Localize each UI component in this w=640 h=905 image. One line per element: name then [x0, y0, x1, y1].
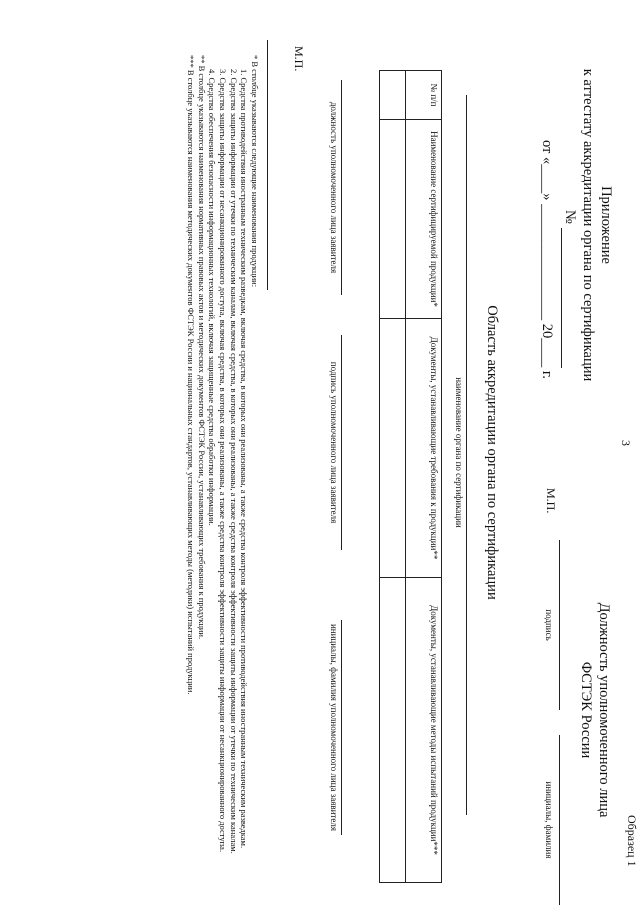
fstec-position: Должность уполномоченного лица — [596, 602, 612, 818]
footnote-item-3: 3. Средства защиты информации от несанкционированного доступа, включая средства, в которых они реализованы, а также средства контроля эффективности защиты информации от несанкционированного доступа. — [218, 69, 229, 853]
fstec-initials-caption: инициалы, фамилия — [544, 781, 554, 859]
table-cell — [380, 120, 406, 319]
appendix-subtitle: к аттестату аккредитации органа по сертификации — [580, 68, 596, 382]
number-line — [561, 228, 562, 368]
applicant-signature-caption: подпись уполномоченного лица заявителя — [329, 361, 339, 524]
appendix-title: Приложение — [598, 186, 614, 264]
footnote-intro: * В столбце указываются следующие наименования продукции: — [250, 55, 260, 288]
applicant-signature-line — [341, 335, 342, 550]
footnote-separator — [267, 40, 268, 290]
footnote-test-methods-docs: *** В столбце указываются наименования методических документов ФСТЭК России и национальных стандартов, устанавливающих методы (методики) испытаний продукции. — [186, 55, 197, 695]
column-header-product: Наименование сертифицируемой продукции* — [406, 120, 442, 319]
appendix-date: от «____» ________________ 20____ г. — [539, 140, 555, 379]
fstec-initials-line — [559, 735, 560, 905]
page-number: 3 — [619, 440, 633, 446]
organ-name-caption: наименование органа по сертификации — [454, 377, 464, 528]
fstec-name: ФСТЭК России — [578, 661, 594, 759]
sample-label: Образец 1 — [625, 815, 639, 867]
organ-name-line — [466, 95, 467, 815]
applicant-initials-caption: инициалы, фамилия уполномоченного лица заявителя — [329, 623, 339, 832]
applicant-position-line — [341, 80, 342, 295]
applicant-initials-line — [341, 620, 342, 835]
footnote-item-1: 1. Средства противодействия иностранным техническим разведкам, включая средства, в которых они реализованы, а также средства контроля эффективности противодействия иностранным техническим разведкам. — [239, 69, 250, 849]
column-header-test-methods: Документы, устанавливающие методы испытаний продукции*** — [406, 578, 442, 883]
fstec-stamp: М.П. — [544, 488, 558, 514]
table-cell — [380, 71, 406, 120]
applicant-stamp: М.П. — [292, 46, 306, 72]
page-title: Область аккредитации органа по сертификации — [484, 305, 500, 600]
table-cell — [380, 578, 406, 883]
table-row — [380, 71, 406, 883]
appendix-number: № — [562, 210, 578, 224]
table-header-row — [406, 71, 442, 883]
column-header-number: № п/п — [406, 71, 442, 120]
footnote-requirements-docs: ** В столбце указываются наименования нормативных правовых актов и методических документов ФСТЭК России, устанавливающих требования к продукции. — [196, 55, 207, 640]
footnote-item-4: 4. Средства обеспечения безопасности информационных технологий, включая защищенные средства обработки информации. — [207, 69, 218, 526]
applicant-position-caption: должность уполномоченного лица заявителя — [329, 101, 339, 274]
footnotes — [186, 55, 260, 895]
column-header-requirements: Документы, устанавливающие требования к продукции** — [406, 319, 442, 578]
footnote-item-2: 2. Средства защиты информации от утечки по техническим каналам, включая средства, в которых они реализованы, а также средства контроля эффективности защиты информации от утечки по техническим каналам. — [228, 69, 239, 854]
fstec-signature-line — [559, 540, 560, 710]
table-cell — [380, 319, 406, 578]
fstec-signature-caption: подпись — [544, 609, 554, 641]
accreditation-table — [379, 70, 442, 883]
